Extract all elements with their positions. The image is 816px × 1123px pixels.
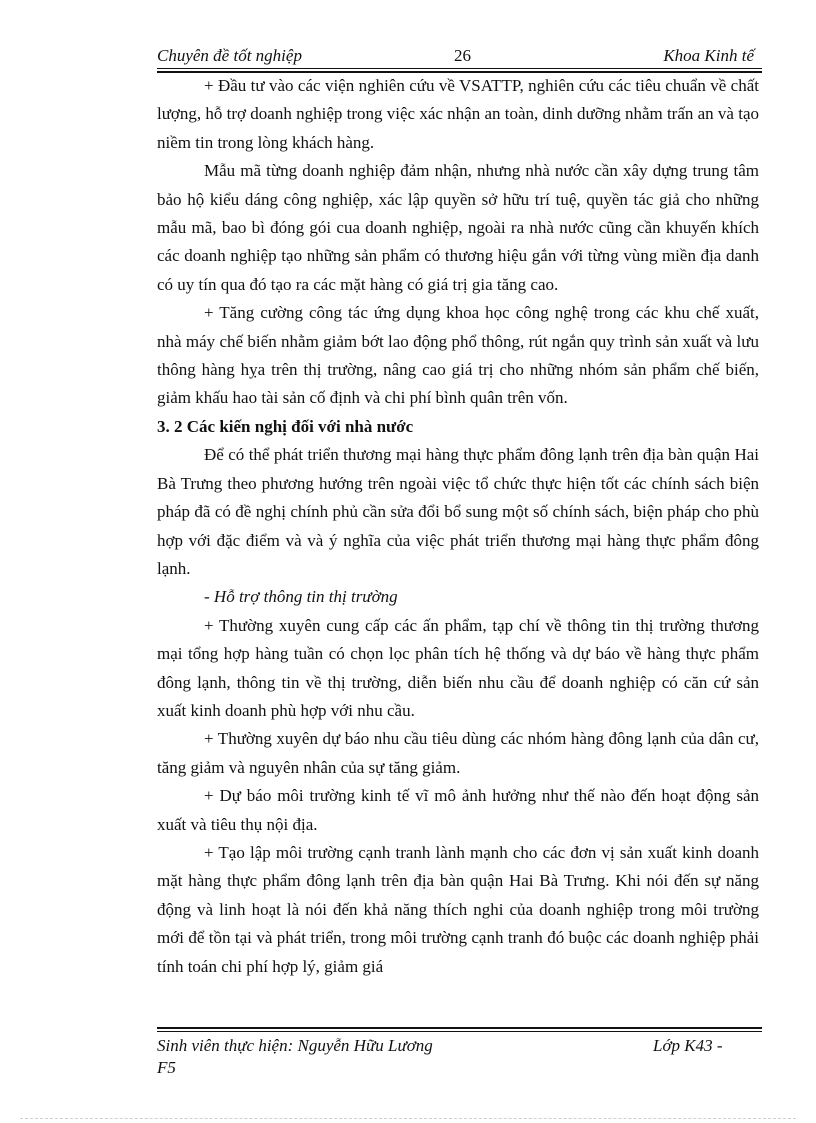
- paragraph-3: + Tăng cường công tác ứng dụng khoa học công nghệ trong các khu chế xuất, nhà máy chế biến nhằm giảm bớt lao động phổ thông, rút ngắn quy trình sản xuất và lưu thông hàng hỵa trên thị trường, nâng cao giá trị cho những nhóm sản phẩm chế biến, giảm khấu hao tài sản cố định và chi phí bình quân trên vốn.: [157, 303, 759, 408]
- paragraph-7: + Dự báo môi trường kinh tế vĩ mô ảnh hưởng như thế nào đến hoạt động sản xuất và tiêu thụ nội địa.: [157, 786, 759, 834]
- header-faculty: Khoa Kinh tế: [663, 46, 754, 65]
- header-rule-thin: [157, 68, 762, 69]
- paragraph-5: + Thường xuyên cung cấp các ấn phẩm, tạp chí về thông tin thị trường thương mại tổng hợp hàng tuần có chọn lọc phân tích hệ thống và dự báo về hàng thực phẩm đông lạnh, thông tin về thị trường, diễn biến nhu cầu để doanh nghiệp có căn cứ sản xuất kinh doanh phù hợp với nhu cầu.: [157, 615, 759, 720]
- dash-list-item: - Hỗ trợ thông tin thị trường: [204, 587, 398, 607]
- header-title: Chuyên đề tốt nghiệp: [157, 46, 302, 65]
- footer-class-suffix: F5: [157, 1058, 176, 1077]
- paragraph-4: Để có thể phát triển thương mại hàng thực phẩm đông lạnh trên địa bàn quận Hai Bà Trưng theo phương hướng trên ngoài việc tổ chức thực hiện tốt các chính sách biện pháp đã có đề nghị chính phủ cần sửa đổi bổ sung một số chính sách, biện pháp cho phù hợp với đặc điểm và và ý nghĩa của việc phát triển thương mại hàng thực phẩm đông lạnh.: [157, 445, 759, 578]
- paragraph-6: + Thường xuyên dự báo nhu cầu tiêu dùng các nhóm hàng đông lạnh của dân cư, tăng giảm và nguyên nhân của sự tăng giảm.: [157, 729, 759, 777]
- document-body: [157, 72, 759, 981]
- paragraph-1: + Đầu tư vào các viện nghiên cứu về VSATTP, nghiên cứu các tiêu chuẩn về chất lượng, hỗ trợ doanh nghiệp trong việc xác nhận an toàn, dinh dưỡng nhằm trấn an và tạo niềm tin trong lòng khách hàng.: [157, 76, 759, 152]
- page-number: 26: [454, 46, 471, 65]
- section-heading: 3. 2 Các kiến nghị đối với nhà nước: [157, 416, 414, 436]
- footer-rule-thick: [157, 1027, 762, 1029]
- paragraph-8: + Tạo lập môi trường cạnh tranh lành mạnh cho các đơn vị sản xuất kinh doanh mặt hàng thực phẩm đông lạnh trên địa bàn quận Hai Bà Trưng. Khi nói đến sự năng động và linh hoạt là nói đến khả năng thích nghi của doanh nghiệp trong môi trường mới để tồn tại và phát triển, trong môi trường cạnh tranh đó buộc các doanh nghiệp phải tính toán chi phí hợp lý, giảm giá: [157, 842, 759, 976]
- page-header: [157, 46, 762, 68]
- paragraph-2: Mẫu mã từng doanh nghiệp đảm nhận, nhưng nhà nước cần xây dựng trung tâm bảo hộ kiểu dáng công nghiệp, xác lập quyền sở hữu trí tuệ, quyền tác giả cho những mẫu mã, bao bì đóng gói cua doanh nghiệp, ngoài ra nhà nước cũng cần khuyến khích các doanh nghiệp tạo những sản phẩm có thương hiệu gắn với từng vùng miền địa danh có uy tín qua đó tạo ra các mặt hàng có giá trị gia tăng cao.: [157, 161, 759, 294]
- footer-class: Lớp K43 -: [653, 1036, 723, 1055]
- page-bottom-edge: [20, 1118, 796, 1119]
- footer-rule-thin: [157, 1031, 762, 1032]
- footer-student: Sinh viên thực hiện: Nguyễn Hữu Lương: [157, 1036, 433, 1055]
